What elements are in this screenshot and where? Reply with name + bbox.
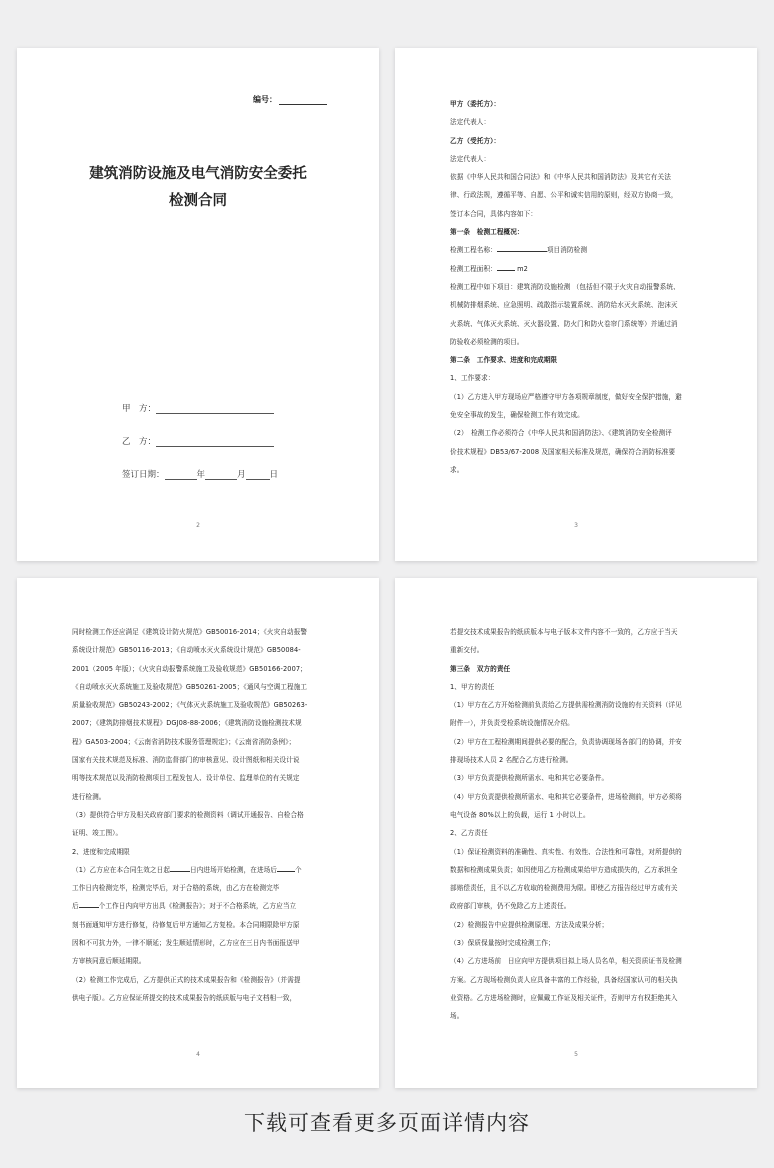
text-line: 求。 (450, 465, 464, 474)
text-line: 排现场技术人员 2 名配合乙方进行检测。 (450, 756, 573, 765)
document-page-cover (17, 48, 379, 561)
text-line: 方案。乙方现场检测负责人应具备丰富的工作经验，具备经国家认可的相关执 (450, 975, 678, 984)
text-line: 方审核同意后顺延期限。 (72, 957, 146, 966)
page-body (450, 623, 702, 1026)
contract-title-line2: 检测合同 (169, 193, 227, 209)
text-line: 供电子版）。乙方应保证所提交的技术成果报告的纸质版与电子文档相一致， (72, 993, 297, 1002)
document-number: 编号： (253, 94, 327, 105)
text-line: （1）乙方进入甲方现场应严格遵守甲方各项规章制度，做好安全保护措施，避 (450, 392, 682, 401)
text-line: （2）检测报告中应提供检测原理、方法及成果分析； (450, 920, 609, 929)
text-line: 乙方（受托方）： (450, 136, 501, 145)
document-page (395, 578, 757, 1088)
sign-date: 签订日期： 年 月 日 (122, 470, 279, 480)
text-line: 《自动喷水灭火系统施工及验收规范》GB50261-2005；《通风与空调工程施工 (72, 682, 308, 691)
signature-line (156, 437, 274, 447)
text-line: 国家有关技术规范及标准、消防监督部门的审核意见、设计图纸和相关设计说 (72, 756, 300, 765)
text-line: 业资格。乙方进场检测时，应佩戴工作证及相关证件，否则甲方有权拒绝其入 (450, 993, 678, 1002)
page-body (450, 95, 702, 479)
party-b-signature: 乙 方： (122, 435, 274, 447)
text-line: （2） 检测工作必须符合《中华人民共和国消防法》、《建筑消防安全检测评 (450, 429, 672, 438)
text-line: 质量验收规范》GB50243-2002；《气体灭火系统施工及验收规范》GB50263- (72, 701, 308, 710)
text-line: 重新交付。 (450, 646, 484, 655)
text-line: 2007；《建筑防排烟技术规程》DGJ08-88-2006；《建筑消防设施检测技术规 (72, 719, 302, 728)
text-line: 2、乙方责任 (450, 829, 488, 838)
text-line: 同时检测工作还应满足《建筑设计防火规范》GB50016-2014；《火灾自动报警 (72, 628, 308, 636)
text-line: 价技术规程》DB53/67-2008 及国家相关标准及规范，确保符合消防标准要 (450, 447, 676, 456)
text-line: 证明、竣工图）。 (72, 829, 123, 838)
document-page (395, 48, 757, 561)
text-line: （1）乙方应在本合同生效之日起 日内进场开始检测，在进场后 个 (72, 865, 302, 874)
text-line: （2）甲方在工程检测期间提供必要的配合，负责协调现场各部门的协调，并安 (450, 737, 682, 746)
text-line: 附件一），并负责受检系统设施情况介绍。 (450, 719, 574, 728)
date-blank (205, 470, 237, 480)
page-number: 5 (574, 1051, 578, 1058)
text-line: 法定代表人： (450, 118, 491, 127)
text-line: 数据和检测成果负责；如因使用乙方检测成果给甲方造成损失的，乙方承担全 (450, 865, 678, 874)
text-line: 火系统、气体灭火系统、灭火器设置、防火门和防火卷帘门系统等）并通过消 (450, 319, 678, 328)
text-line: （3）甲方负责提供检测所需水、电和其它必要条件。 (450, 774, 609, 783)
text-line: 检测工程面积： m2 (450, 264, 528, 273)
page-number: 2 (196, 522, 200, 529)
text-line: （4）甲方负责提供检测所需水、电和其它必要条件，进场检测前，甲方必须将 (450, 792, 682, 801)
text-line: （1）保证检测资料的准确性、真实性、有效性、合法性和可靠性，对所提供的 (450, 847, 682, 856)
text-line: 因和不可抗力外，一律不顺延；发生顺延情形时，乙方应在三日内书面报送甲 (72, 939, 300, 948)
text-line: 部赔偿责任，且不以乙方收取的检测费用为限。即使乙方报告经过甲方或有关 (450, 884, 678, 893)
text-line: 依据《中华人民共和国合同法》和《中华人民共和国消防法》及其它有关法 (450, 173, 671, 182)
text-line: 明等技术规范以及消防检测项目工程发包人、设计单位、监理单位的有关规定 (72, 774, 300, 783)
text-line: 法定代表人： (450, 154, 491, 163)
date-blank (165, 470, 197, 480)
fill-blank (497, 244, 547, 252)
text-line: 系统设计规范》GB50116-2013；《自动喷水灭火系统设计规范》GB50084- (72, 646, 301, 655)
text-line: 2、进度和完成期限 (72, 847, 130, 856)
text-line: 1、甲方的责任 (450, 682, 495, 691)
text-line: 防验收必须检测的项目。 (450, 337, 524, 346)
text-line: 检测工程中如下项目：建筑消防设施检测 （包括但不限于火灾自动报警系统、 (450, 282, 680, 291)
party-a-signature: 甲 方： (122, 402, 274, 414)
document-number-blank (279, 96, 327, 105)
text-line: 政府部门审核，仍不免除乙方上述责任。 (450, 902, 571, 911)
text-line: 后 个工作日内向甲方出具《检测报告》；对于不合格系统，乙方应当立 (72, 902, 297, 911)
signature-line (156, 404, 274, 414)
text-line: （1）甲方在乙方开始检测前负责给乙方提供需检测消防设施的有关资料（详见 (450, 701, 682, 710)
text-line: 甲方（委托方）： (450, 100, 501, 108)
text-line: 第三条 双方的责任 (450, 664, 511, 673)
fill-blank (277, 864, 295, 872)
text-line: （3）保质保量按时完成检测工作； (450, 939, 555, 948)
document-page (17, 578, 379, 1088)
text-line: 律、行政法规，遵循平等、自愿、公平和诚实信用的原则，经双方协商一致， (450, 191, 678, 200)
page-body (72, 623, 324, 1007)
contract-title-line1: 建筑消防设施及电气消防安全委托 (89, 166, 307, 182)
text-line: 2001（2005 年版）；《火灾自动报警系统施工及验收规范》GB50166-2007； (72, 664, 307, 673)
text-line: 1、工作要求： (450, 374, 495, 383)
text-line: （2）检测工作完成后，乙方提供正式的技术成果报告和《检测报告》（并需提 (72, 975, 301, 984)
text-line: 免安全事故的发生，确保检测工作有效完成。 (450, 411, 584, 420)
text-line: 第二条 工作要求、进度和完成期限 (450, 356, 558, 365)
text-line: 工作日内检测完毕，检测完毕后，对于合格的系统，由乙方在检测完毕 (72, 884, 280, 893)
fill-blank (497, 263, 515, 271)
text-line: 检测工程名称： 项目消防检测 (450, 246, 588, 255)
text-line: 电气设备 80%以上的负载，运行 1 小时以上。 (450, 810, 590, 819)
text-line: 进行检测。 (72, 792, 106, 801)
text-line: 第一条 检测工程概况： (450, 228, 524, 237)
download-more-caption: 下载可查看更多页面详情内容 (244, 1111, 530, 1135)
page-number: 4 (196, 1051, 200, 1058)
text-line: 场。 (450, 1012, 464, 1021)
text-line: （3）提供符合甲方及相关政府部门要求的检测资料（调试开通报告、自检合格 (72, 810, 304, 819)
text-line: （4）乙方进场前 日应向甲方提供项目拟上场人员名单，相关资质证书及检测 (450, 957, 682, 966)
text-line: 刻书面通知甲方进行修复，待修复后甲方通知乙方复检。本合同期限除甲方原 (72, 920, 300, 929)
fill-blank (79, 900, 99, 908)
text-line: 若提交技术成果报告的纸质版本与电子版本文件内容不一致的，乙方应于当天 (450, 628, 678, 636)
text-line: 机械防排烟系统、应急照明、疏散指示装置系统、消防给水灭火系统、泡沫灭 (450, 301, 678, 310)
text-line: 程》GA503-2004；《云南省消防技术服务管理规定》；《云南省消防条例》； (72, 737, 296, 746)
text-line: 签订本合同，具体内容如下： (450, 209, 538, 218)
fill-blank (170, 864, 190, 872)
date-blank (246, 470, 270, 480)
page-number: 3 (574, 522, 578, 529)
